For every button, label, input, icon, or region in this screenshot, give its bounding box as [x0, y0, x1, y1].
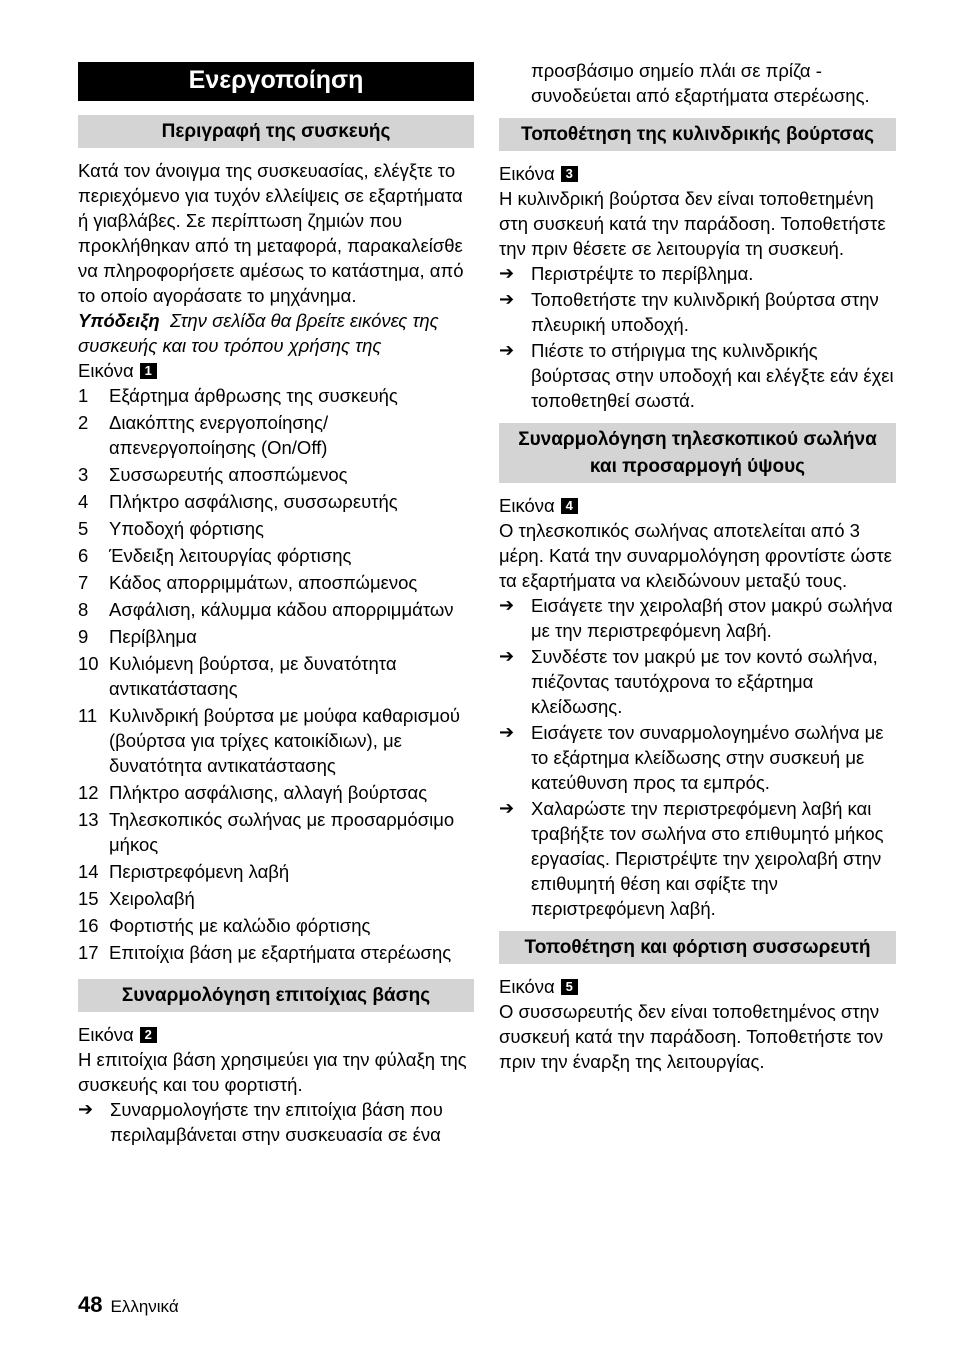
item-text: Χειρολαβή — [109, 888, 195, 909]
list-item — [78, 886, 474, 911]
section-heading-wall-mount: Συναρμολόγηση επιτοίχιας βάσης — [78, 979, 474, 1012]
left-column — [78, 62, 474, 1148]
arrow-right-icon: ➔ — [499, 722, 515, 742]
item-text: Φορτιστής με καλώδιο φόρτισης — [109, 915, 371, 936]
item-text: Πλήκτρο ασφάλισης, αλλαγή βούρτσας — [109, 782, 428, 803]
arrow-right-icon: ➔ — [499, 595, 515, 615]
list-item — [78, 516, 474, 541]
step-text: Περιστρέψτε το περίβλημα. — [531, 263, 754, 284]
item-text: Εξάρτημα άρθρωσης της συσκευής — [109, 385, 398, 406]
wall-mount-steps-cont — [499, 58, 896, 108]
list-item — [78, 651, 474, 701]
item-text: Συσσωρευτής αποσπώμενος — [109, 464, 348, 485]
figure-number-badge: 4 — [561, 498, 578, 514]
list-item — [78, 859, 474, 884]
figure-number-badge: 1 — [140, 363, 157, 379]
telescopic-steps — [499, 593, 896, 921]
list-item — [78, 410, 474, 460]
item-number: 6 — [78, 545, 89, 566]
item-number: 15 — [78, 888, 99, 909]
list-item — [78, 570, 474, 595]
figure-label: Εικόνα — [499, 163, 555, 184]
note — [78, 308, 474, 358]
list-item — [78, 703, 474, 778]
step-text: Συνδέστε τον μακρύ με τον κοντό σωλήνα, πιέζοντας ταυτόχρονα το εξάρτημα κλείδωσης. — [531, 646, 878, 717]
battery-text: Ο συσσωρευτής δεν είναι τοποθετημένος στην συσκευή κατά την παράδοση. Τοποθετήστε τον πριν την έναρξη της λειτουργίας. — [499, 1001, 884, 1072]
item-text: Κάδος απορριμμάτων, αποσπώμενος — [109, 572, 418, 593]
step-text: Εισάγετε τον συναρμολογημένο σωλήνα με το εξάρτημα κλείδωσης στην συσκευή με κατεύθυνση προς τα εμπρός. — [531, 722, 884, 793]
list-item — [78, 489, 474, 514]
item-text: Υποδοχή φόρτισης — [109, 518, 264, 539]
figure-label: Εικόνα — [78, 360, 134, 381]
item-number: 1 — [78, 385, 89, 406]
item-number: 11 — [78, 705, 98, 726]
list-item — [78, 624, 474, 649]
section-heading-telescopic: Συναρμολόγηση τηλεσκοπικού σωλήνα και προσαρμογή ύψους — [499, 423, 896, 483]
item-number: 13 — [78, 809, 99, 830]
figure-number-badge: 3 — [561, 166, 578, 182]
wall-mount-text: Η επιτοίχια βάση χρησιμεύει για την φύλαξη της συσκευής και του φορτιστή. — [78, 1049, 467, 1095]
figure-ref-2 — [78, 1022, 474, 1047]
item-text: Ασφάλιση, κάλυμμα κάδου απορριμμάτων — [109, 599, 454, 620]
figure-ref-4 — [499, 493, 896, 518]
arrow-right-icon: ➔ — [499, 798, 515, 818]
item-number: 4 — [78, 491, 89, 512]
arrow-right-icon: ➔ — [78, 1099, 94, 1119]
item-number: 2 — [78, 412, 89, 433]
step-item — [499, 261, 896, 286]
step-item — [499, 287, 896, 337]
parts-list — [78, 383, 474, 965]
list-item — [78, 597, 474, 622]
item-number: 10 — [78, 653, 99, 674]
step-item — [499, 593, 896, 643]
item-number: 7 — [78, 572, 89, 593]
item-text: Κυλιόμενη βούρτσα, με δυνατότητα αντικατάστασης — [109, 653, 397, 699]
figure-number-badge: 2 — [140, 1027, 157, 1043]
arrow-right-icon: ➔ — [499, 646, 515, 666]
step-continuation — [499, 58, 896, 108]
wall-mount-steps — [78, 1097, 474, 1147]
note-text: Στην σελίδα θα βρείτε εικόνες της συσκευής και του τρόπου χρήσης της — [78, 310, 439, 356]
step-item — [499, 720, 896, 795]
item-text: Τηλεσκοπικός σωλήνας με προσαρμόσιμο μήκος — [109, 809, 455, 855]
page-title: Ενεργοποίηση — [78, 62, 474, 101]
item-number: 9 — [78, 626, 89, 647]
item-number: 17 — [78, 942, 99, 963]
item-text: Επιτοίχια βάση με εξαρτήματα στερέωσης — [109, 942, 452, 963]
page-language: Ελληνικά — [110, 1297, 179, 1316]
arrow-right-icon: ➔ — [499, 340, 515, 360]
arrow-right-icon: ➔ — [499, 289, 515, 309]
step-item — [499, 644, 896, 719]
item-text: Ένδειξη λειτουργίας φόρτισης — [109, 545, 352, 566]
step-text: Τοποθετήστε την κυλινδρική βούρτσα στην πλευρική υποδοχή. — [531, 289, 879, 335]
description-intro: Κατά τον άνοιγμα της συσκευασίας, ελέγξτε το περιεχόμενο για τυχόν ελλείψεις σε εξαρτήματα ή γιαβλάβες. Σε περίπτωση ζημιών που προκλήθηκαν από τη μεταφορά, παρακαλείσθε να πληροφορήσετε αμέσως το κατάστημα, από το οποίο αγοράσατε το μηχάνημα. — [78, 160, 464, 306]
step-text: Πιέστε το στήριγμα της κυλινδρικής βούρτσας στην υποδοχή και ελέγξτε εάν έχει τοποθετηθεί σωστά. — [531, 340, 894, 411]
figure-label: Εικόνα — [499, 976, 555, 997]
list-item — [78, 543, 474, 568]
step-item — [499, 796, 896, 921]
list-item — [78, 807, 474, 857]
figure-ref-1 — [78, 358, 474, 383]
list-item — [78, 780, 474, 805]
telescopic-text: Ο τηλεσκοπικός σωλήνας αποτελείται από 3 μέρη. Κατά την συναρμολόγηση φροντίστε ώστε τα εξαρτήματα να κλειδώνουν μεταξύ τους. — [499, 520, 892, 591]
figure-ref-3 — [499, 161, 896, 186]
item-number: 5 — [78, 518, 89, 539]
figure-number-badge: 5 — [561, 979, 578, 995]
item-text: Κυλινδρική βούρτσα με μούφα καθαρισμού (βούρτσα για τρίχες κατοικίδιων), με δυνατότητα αντικατάστασης — [109, 705, 461, 776]
item-text: Διακόπτης ενεργοποίησης/ απενεργοποίησης (On/Off) — [109, 412, 329, 458]
note-label: Υπόδειξη — [78, 310, 160, 331]
list-item — [78, 462, 474, 487]
item-number: 8 — [78, 599, 89, 620]
step-text: Εισάγετε την χειρολαβή στον μακρύ σωλήνα με την περιστρεφόμενη λαβή. — [531, 595, 893, 641]
roller-brush-steps — [499, 261, 896, 413]
step-text: Χαλαρώστε την περιστρεφόμενη λαβή και τραβήξτε τον σωλήνα στο επιθυμητό μήκος εργασίας. Περιστρέψτε την χειρολαβή στην επιθυμητή θέση και σφίξτε την περιστρεφόμενη λαβή. — [531, 798, 884, 919]
step-item — [78, 1097, 474, 1147]
arrow-right-icon: ➔ — [499, 263, 515, 283]
item-text: Πλήκτρο ασφάλισης, συσσωρευτής — [109, 491, 398, 512]
section-heading-description: Περιγραφή της συσκευής — [78, 115, 474, 148]
item-number: 3 — [78, 464, 89, 485]
figure-ref-5 — [499, 974, 896, 999]
right-column — [499, 58, 896, 1074]
step-text: Συναρμολογήστε την επιτοίχια βάση που περιλαμβάνεται στην συσκευασία σε ένα — [110, 1099, 443, 1145]
list-item — [78, 383, 474, 408]
page-number: 48 — [78, 1292, 103, 1317]
list-item — [78, 913, 474, 938]
figure-label: Εικόνα — [78, 1024, 134, 1045]
item-text: Περίβλημα — [109, 626, 197, 647]
step-item — [499, 338, 896, 413]
figure-label: Εικόνα — [499, 495, 555, 516]
list-item — [78, 940, 474, 965]
page-footer — [78, 1292, 179, 1318]
section-heading-roller-brush: Τοποθέτηση της κυλινδρικής βούρτσας — [499, 118, 896, 151]
item-number: 12 — [78, 782, 99, 803]
item-number: 14 — [78, 861, 99, 882]
roller-brush-text: Η κυλινδρική βούρτσα δεν είναι τοποθετημένη στη συσκευή κατά την παράδοση. Τοποθετήστε την πριν θέσετε σε λειτουργία τη συσκευή. — [499, 188, 886, 259]
section-heading-battery: Τοποθέτηση και φόρτιση συσσωρευτή — [499, 931, 896, 964]
item-number: 16 — [78, 915, 99, 936]
item-text: Περιστρεφόμενη λαβή — [109, 861, 290, 882]
step-text: προσβάσιμο σημείο πλάι σε πρίζα - συνοδεύεται από εξαρτήματα στερέωσης. — [531, 60, 870, 106]
